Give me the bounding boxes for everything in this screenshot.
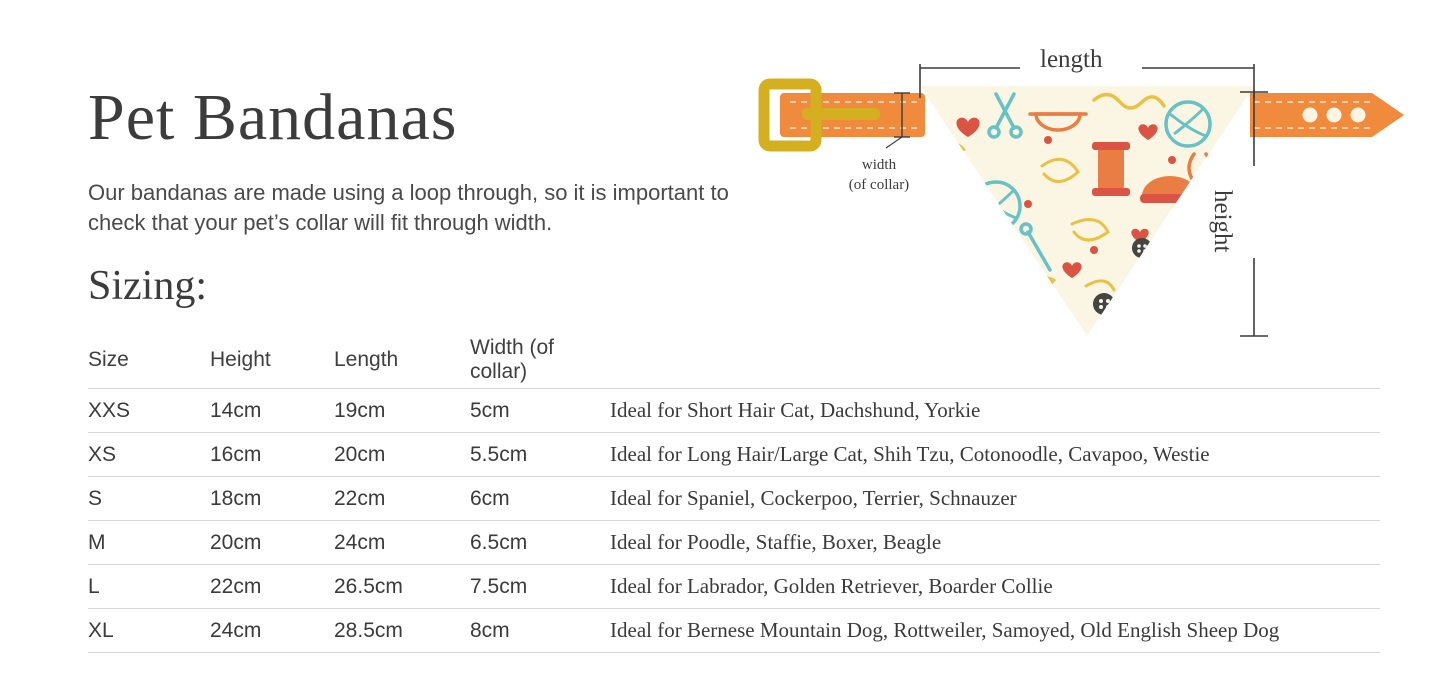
cell-width: 6cm [470,486,510,510]
cell-ideal: Ideal for Poodle, Staffie, Boxer, Beagle [610,530,942,554]
table-header-row [88,336,1380,389]
cell-size: XS [88,442,117,466]
header-size: Size [88,348,129,371]
cell-length: 22cm [334,486,386,510]
header-width: Width (of collar) [470,336,555,383]
table-row [88,521,1380,565]
table-row [88,389,1380,433]
cell-height: 18cm [210,486,262,510]
cell-size: M [88,530,106,554]
cell-width: 6.5cm [470,530,528,554]
cell-ideal: Ideal for Short Hair Cat, Dachshund, Yorkie [610,398,981,422]
cell-ideal: Ideal for Labrador, Golden Retriever, Boarder Collie [610,574,1053,598]
length-label: length [1040,46,1103,73]
cell-ideal: Ideal for Spaniel, Cockerpoo, Terrier, Schnauzer [610,486,1017,510]
cell-height: 24cm [210,618,262,642]
width-label-line2: (of collar) [848,177,910,193]
cell-length: 28.5cm [334,618,403,642]
cell-size: XL [88,618,114,642]
header-height: Height [210,348,271,371]
cell-ideal: Ideal for Bernese Mountain Dog, Rottweiler, Samoyed, Old English Sheep Dog [610,618,1280,642]
intro-paragraph: Our bandanas are made using a loop through, so it is important to check that your pet’s collar will fit through width. [88,180,729,235]
bandana-diagram [742,36,1422,366]
cell-length: 20cm [334,442,386,466]
cell-height: 20cm [210,530,262,554]
width-label [836,155,922,195]
header-length: Length [334,348,399,371]
cell-length: 26.5cm [334,574,403,598]
table-row [88,433,1380,477]
cell-height: 14cm [210,398,262,422]
thimble-icon [1132,286,1160,322]
header-ideal [610,336,1380,389]
width-label-line1: width [861,157,897,173]
table-row [88,609,1380,653]
sizing-heading: Sizing: [88,263,208,309]
cell-size: XXS [88,398,131,422]
table-body [88,389,1380,653]
table-row [88,565,1380,609]
cell-length: 24cm [334,530,386,554]
sizing-table [88,336,1380,653]
cell-width: 5cm [470,398,510,422]
cell-size: S [88,486,103,510]
table-row [88,477,1380,521]
collar-strap-right [1250,93,1404,137]
table-header [88,336,1380,389]
page-title: Pet Bandanas [88,81,458,154]
cell-width: 7.5cm [470,574,528,598]
height-label: height [1209,190,1236,253]
cell-length: 19cm [334,398,386,422]
bandana-shape [920,86,1254,336]
cell-ideal: Ideal for Long Hair/Large Cat, Shih Tzu, Cotonoodle, Cavapoo, Westie [610,442,1210,466]
cell-height: 22cm [210,574,262,598]
cell-width: 8cm [470,618,510,642]
cell-size: L [88,574,100,598]
cell-height: 16cm [210,442,262,466]
cell-width: 5.5cm [470,442,528,466]
